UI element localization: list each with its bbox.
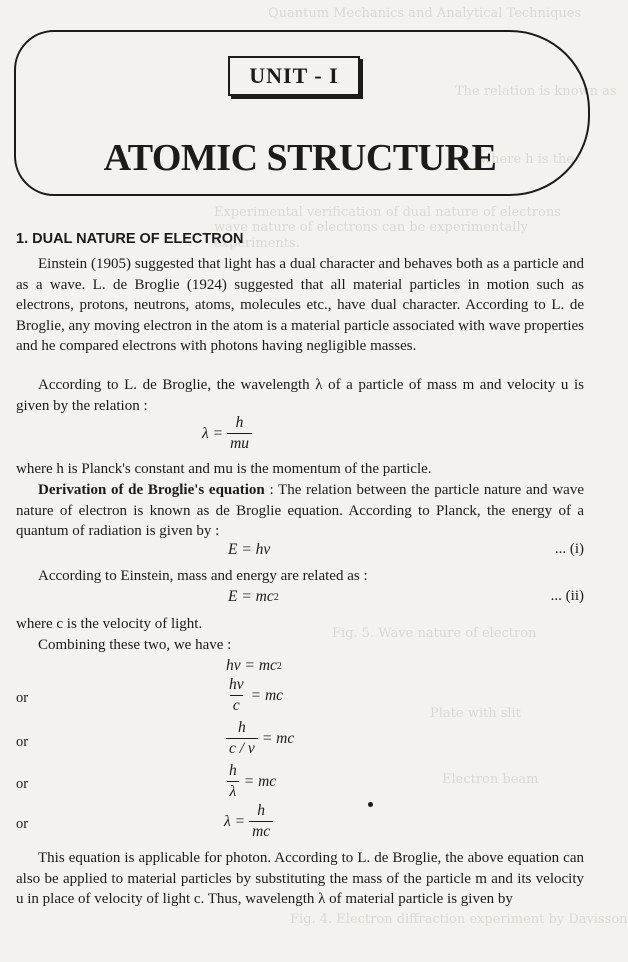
fraction [226, 676, 247, 715]
numerator: h [257, 802, 265, 819]
equation-step3 [222, 762, 276, 801]
equation-number: ... (i) [554, 541, 584, 557]
fraction [226, 719, 258, 758]
numerator: h [229, 762, 237, 779]
exponent: 2 [276, 660, 282, 672]
equation-step4 [224, 802, 277, 841]
ghost-text: wave nature of electrons can be experimentally [214, 220, 528, 235]
paragraph: According to L. de Broglie, the wavelength λ of a particle of mass m and velocity u is given by the relation : [16, 377, 584, 414]
paragraph: According to Einstein, mass and energy are related as : [38, 568, 368, 584]
fraction [227, 414, 252, 453]
ghost-text: Fig. 4. Electron diffraction experiment by Davisson [290, 912, 628, 927]
equation-einstein [228, 588, 279, 606]
denominator: λ [227, 781, 240, 801]
unit-label: UNIT - I [228, 56, 360, 96]
or-label: or [16, 690, 29, 706]
eq-text: hν = mc [226, 657, 277, 674]
or-label: or [16, 734, 29, 750]
ghost-text: Quantum Mechanics and Analytical Techniques [268, 6, 582, 21]
subheading: Derivation of de Broglie's equation [38, 482, 265, 498]
or-label: or [16, 816, 29, 832]
exponent: 2 [273, 591, 279, 603]
eq-lhs: λ = [224, 812, 246, 830]
fraction [249, 802, 273, 841]
paragraph-text: : The relation between the particle nature and wave nature of electron is known as de Broglie equation. According to Planck, the energy of a quantum of radiation is given by : [16, 482, 584, 539]
ghost-text: where h is the [480, 152, 574, 167]
eq-text: E = mc [228, 588, 274, 605]
equation-step2 [222, 719, 294, 758]
paragraph: Einstein (1905) suggested that light has a dual character and behaves both as a particle and as a wave. L. de Broglie (1924) suggested that all material particles in motion such as electrons, protons, neutrons, atoms, molecules etc., have dual character. According to L. de Broglie, any moving electron in the atom is a material particle associated with wave properties and he compared electrons with photons having negligible masses. [16, 256, 584, 354]
section-heading: 1. DUAL NATURE OF ELECTRON [16, 231, 244, 247]
eq-rhs: = mc [243, 772, 277, 790]
denominator: c / ν [226, 738, 258, 758]
paragraph: This equation is applicable for photon. According to L. de Broglie, the above equation can also be applied to material particles by substituting the mass of the particle m and its velocity u in place of velocity of light c. Thus, wavelength λ of material particle is given by [16, 850, 584, 907]
eq-lhs: λ = [202, 424, 224, 442]
ghost-text: Electron beam [442, 772, 539, 787]
paragraph: Combining these two, we have : [38, 637, 232, 653]
numerator: h [235, 414, 244, 431]
ghost-text: The relation is known as [455, 84, 617, 99]
numerator: h [238, 719, 246, 736]
chapter-title: ATOMIC STRUCTURE [103, 137, 497, 179]
ghost-text: Plate with slit [430, 706, 521, 721]
ink-dot [368, 802, 373, 807]
equation-step1 [222, 676, 283, 715]
equation-number: ... (ii) [550, 588, 584, 604]
denominator: mc [249, 821, 273, 841]
denominator: mu [227, 433, 252, 453]
ghost-text: Experimental verification of dual nature of electrons [214, 205, 561, 220]
ghost-text: Fig. 5. Wave nature of electron [332, 626, 537, 641]
eq-rhs: = mc [250, 686, 284, 704]
equation-de-broglie [202, 414, 256, 453]
numerator: hν [229, 676, 244, 693]
equation-combined [226, 657, 282, 675]
fraction [226, 762, 240, 801]
eq-rhs: = mc [261, 729, 295, 747]
equation-planck: E = hν [228, 541, 271, 558]
denominator: c [230, 695, 243, 715]
paragraph: where h is Planck's constant and mu is the momentum of the particle. [16, 461, 432, 477]
or-label: or [16, 776, 29, 792]
paragraph [16, 480, 584, 542]
ghost-text: experiments. [214, 236, 300, 251]
paragraph: where c is the velocity of light. [16, 616, 203, 632]
